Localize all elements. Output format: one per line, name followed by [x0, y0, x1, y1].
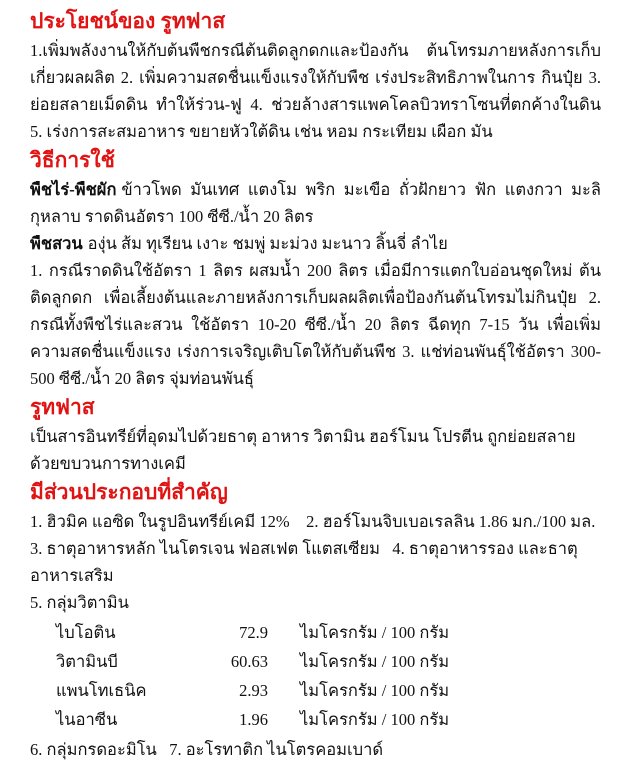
orchard-text: องุ่น ส้ม ทุเรียน เงาะ ชมพู่ มะม่วง มะนาว ลิ้นจี่ ลำไย: [87, 234, 448, 253]
orchard-label: พืชสวน: [30, 234, 83, 253]
composition-line-2: 3. ธาตุอาหารหลัก ไนโตรเจน ฟอสเฟต โแตสเซียม 4. ธาตุอาหารรอง และธาตุอาหารเสริม: [30, 539, 578, 585]
product-heading: รูทฟาส: [30, 395, 95, 419]
usage-instructions: 1. กรณีราดดินใช้อัตรา 1 ลิตร ผสมน้ำ 200 ลิตร เมื่อมีการแตกใบอ่อนชุดใหม่ ต้นติดลูกดก เพื่อเลี้ยงต้นและภายหลังการเก็บผลผลิตเพื่อป้องกันต้นโทรมไม่กินปุ๋ย 2. กรณีทั้งพืชไร่และสวน ใช้อัตรา 10-20 ซีซี./น้ำ 20 ลิตร ฉีดทุก 7-15 วัน เพื่อเพิ่มความสดชื่นแข็งแรง เร่งการเจริญเติบโตให้กับต้นพืช 3. แช่ท่อนพันธุ์ใช้อัตรา 300-500 ซีซี./น้ำ 20 ลิตร จุ่มท่อนพันธุ์: [30, 261, 601, 388]
vitamin-unit: ไมโครกรัม / 100 กรัม: [300, 710, 450, 729]
vitamin-row-vitamin-b: [56, 647, 601, 676]
vitamin-value: 60.63: [230, 652, 268, 671]
vitamin-row-biotin: [56, 618, 601, 647]
vitamin-name: ไนอาซีน: [56, 710, 118, 729]
vitamin-unit: ไมโครกรัม / 100 กรัม: [300, 623, 450, 642]
benefits-body: 1.เพิ่มพลังงานให้กับต้นพืชกรณีต้นติดลูกดกและป้องกัน ต้นโทรมภายหลังการเก็บเกี่ยวผลผลิต 2. เพิ่มความสดชื่นแข็งแรงให้กับพืช เร่งประสิทธิภาพในการ กินปุ๋ย 3. ย่อยสลายเม็ดดิน ทำให้ร่วน-ฟู 4. ช่วยล้างสารแพคโคลบิวทราโซนที่ตกค้างในดิน 5. เร่งการสะสมอาหาร ขยายหัวใต้ดิน เช่น หอม กระเทียม เผือก มัน: [30, 41, 601, 141]
usage-heading: วิธีการใช้: [30, 148, 115, 172]
vitamin-row-pantothenic: [56, 676, 601, 705]
composition-heading: มีส่วนประกอบที่สำคัญ: [30, 480, 228, 504]
vitamin-value: 1.96: [239, 710, 268, 729]
vitamin-value: 72.9: [239, 623, 268, 642]
vitamin-row-niacin: [56, 705, 601, 734]
vitamin-unit: ไมโครกรัม / 100 กรัม: [300, 652, 450, 671]
vitamin-unit: ไมโครกรัม / 100 กรัม: [300, 681, 450, 700]
vitamin-name: ไบโอติน: [56, 623, 116, 642]
benefits-heading: ประโยชน์ของ รูทฟาส: [30, 9, 226, 33]
vitamin-table: [56, 618, 601, 734]
composition-line-3: 5. กลุ่มวิตามิน: [30, 593, 129, 612]
composition-line-4: 6. กลุ่มกรดอะมิโน 7. อะโรทาติก ไนโตรคอมเบาด์: [30, 740, 384, 759]
product-body: เป็นสารอินทรีย์ที่อุดมไปด้วยธาตุ อาหาร วิตามิน ฮอร์โมน โปรตีน ถูกย่อยสลายด้วยขบวนการทางเคมี: [30, 427, 576, 473]
vitamin-value: 2.93: [239, 681, 268, 700]
usage-orchard: [30, 230, 601, 257]
field-crops-label: พืชไร่-พืชผัก: [30, 180, 117, 199]
field-crops-text: ข้าวโพด มันเทศ แตงโม พริก มะเขือ ถั่วฝักยาว ฟัก แตงกวา มะลิ กุหลาบ ราดดินอัตรา 100 ซีซี./น้ำ 20 ลิตร: [30, 180, 601, 226]
composition-line-1: 1. ฮิวมิค แอซิด ในรูปอินทรีย์เคมี 12% 2. ฮอร์โมนจิบเบอเรลลิน 1.86 มก./100 มล.: [30, 512, 596, 531]
vitamin-name: วิตามินบี: [56, 652, 118, 671]
usage-field-crops: [30, 176, 601, 230]
vitamin-name: แพนโทเธนิค: [56, 681, 147, 700]
